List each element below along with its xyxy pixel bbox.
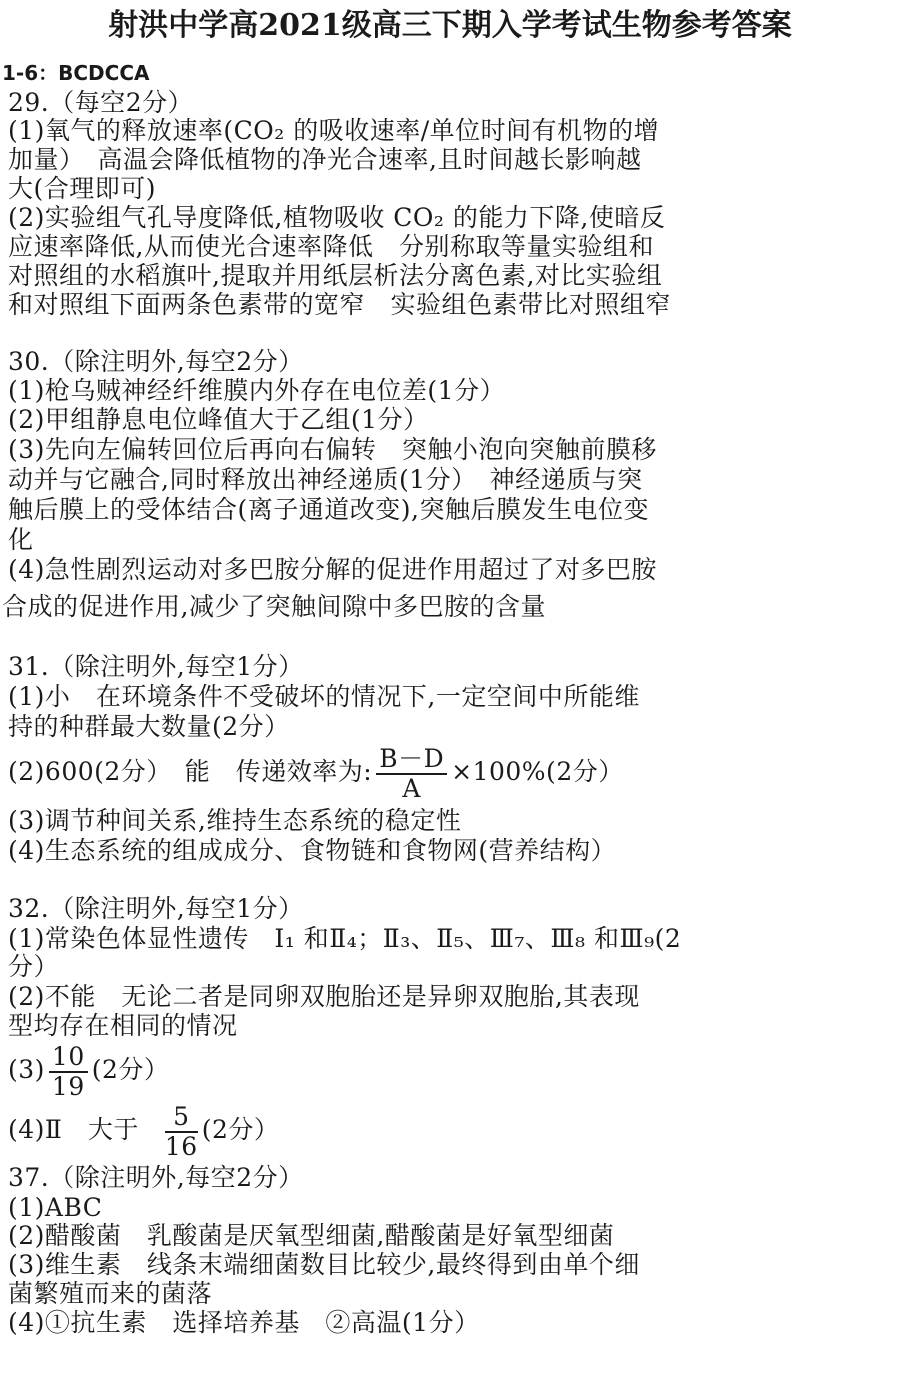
q31-line-fraction	[8, 742, 624, 803]
q32-line-fraction	[8, 1040, 169, 1101]
fraction-numerator: 10	[49, 1043, 88, 1073]
q30-line: (3)先向左偏转回位后再向右偏转 突触小泡向突触前膜移	[8, 435, 657, 464]
q29-line: 对照组的水稻旗叶,提取并用纸层析法分离色素,对比实验组	[8, 261, 663, 290]
q31-line: (3)调节种间关系,维持生态系统的稳定性	[8, 806, 462, 835]
q32-heading: 32.（除注明外,每空1分）	[8, 894, 304, 923]
efficiency-fraction	[376, 745, 447, 803]
q37-line: (2)醋酸菌 乳酸菌是厌氧型细菌,醋酸菌是好氧型细菌	[8, 1221, 615, 1250]
probability-fraction	[49, 1043, 88, 1101]
multiple-choice-answers: 1-6：BCDCCA	[2, 61, 150, 85]
q37-line: (1)ABC	[8, 1193, 103, 1222]
q37-heading: 37.（除注明外,每空2分）	[8, 1163, 304, 1192]
q32-text: (3)	[8, 1055, 45, 1084]
q31-heading: 31.（除注明外,每空1分）	[8, 652, 304, 681]
q37-line: (4)①抗生素 选择培养基 ②高温(1分）	[8, 1308, 480, 1337]
fraction-numerator: 5	[165, 1103, 198, 1133]
fraction-denominator: A	[402, 773, 421, 803]
q29-line: 和对照组下面两条色素带的宽窄 实验组色素带比对照组窄	[8, 290, 672, 319]
fraction-denominator: 19	[51, 1071, 85, 1101]
q32-line: (1)常染色体显性遗传 Ⅰ₁ 和Ⅱ₄；Ⅱ₃、Ⅱ₅、Ⅲ₇、Ⅲ₈ 和Ⅲ₉(2	[8, 924, 682, 953]
q29-heading: 29.（每空2分）	[8, 88, 194, 117]
q29-line: (1)氧气的释放速率(CO₂ 的吸收速率/单位时间有机物的增	[8, 116, 660, 145]
q32-text: (2分）	[201, 1115, 280, 1144]
q31-text: ×100%(2分）	[451, 757, 624, 786]
q29-line: 应速率降低,从而使光合速率降低 分别称取等量实验组和	[8, 232, 654, 261]
q29-line: (2)实验组气孔导度降低,植物吸收 CO₂ 的能力下降,使暗反	[8, 203, 666, 232]
q32-line: (2)不能 无论二者是同卵双胞胎还是异卵双胞胎,其表现	[8, 982, 640, 1011]
q30-line: 化	[8, 525, 34, 554]
q30-line: (2)甲组静息电位峰值大于乙组(1分）	[8, 405, 429, 434]
fraction-denominator: 16	[164, 1131, 198, 1161]
page-title: 射洪中学高2021级高三下期入学考试生物参考答案	[108, 8, 792, 43]
q37-line: (3)维生素 线条末端细菌数目比较少,最终得到由单个细	[8, 1250, 640, 1279]
q32-text: (4)Ⅱ 大于	[8, 1115, 139, 1144]
q32-line-fraction	[8, 1100, 279, 1161]
q29-line: 大(合理即可)	[8, 174, 157, 203]
q31-line: 持的种群最大数量(2分）	[8, 712, 290, 741]
q32-line: 型均存在相同的情况	[8, 1011, 238, 1040]
q31-line: (1)小 在环境条件不受破坏的情况下,一定空间中所能维	[8, 682, 640, 711]
q31-line: (4)生态系统的组成成分、食物链和食物网(营养结构）	[8, 836, 617, 865]
q30-line: 合成的促进作用,减少了突触间隙中多巴胺的含量	[2, 592, 546, 621]
q30-line: 动并与它融合,同时释放出神经递质(1分） 神经递质与突	[8, 465, 643, 494]
q30-line: (1)枪乌贼神经纤维膜内外存在电位差(1分）	[8, 376, 506, 405]
q29-line: 加量） 高温会降低植物的净光合速率,且时间越长影响越	[8, 145, 642, 174]
q30-line: (4)急性剧烈运动对多巴胺分解的促进作用超过了对多巴胺	[8, 555, 657, 584]
q37-line: 菌繁殖而来的菌落	[8, 1279, 213, 1308]
q30-line: 触后膜上的受体结合(离子通道改变),突触后膜发生电位变	[8, 495, 649, 524]
q31-text: (2)600(2分） 能 传递效率为:	[8, 757, 373, 786]
probability-fraction	[165, 1103, 198, 1161]
q30-heading: 30.（除注明外,每空2分）	[8, 347, 304, 376]
q32-line: 分）	[8, 952, 60, 981]
q32-text: (2分）	[91, 1055, 170, 1084]
fraction-numerator: B－D	[376, 745, 447, 775]
